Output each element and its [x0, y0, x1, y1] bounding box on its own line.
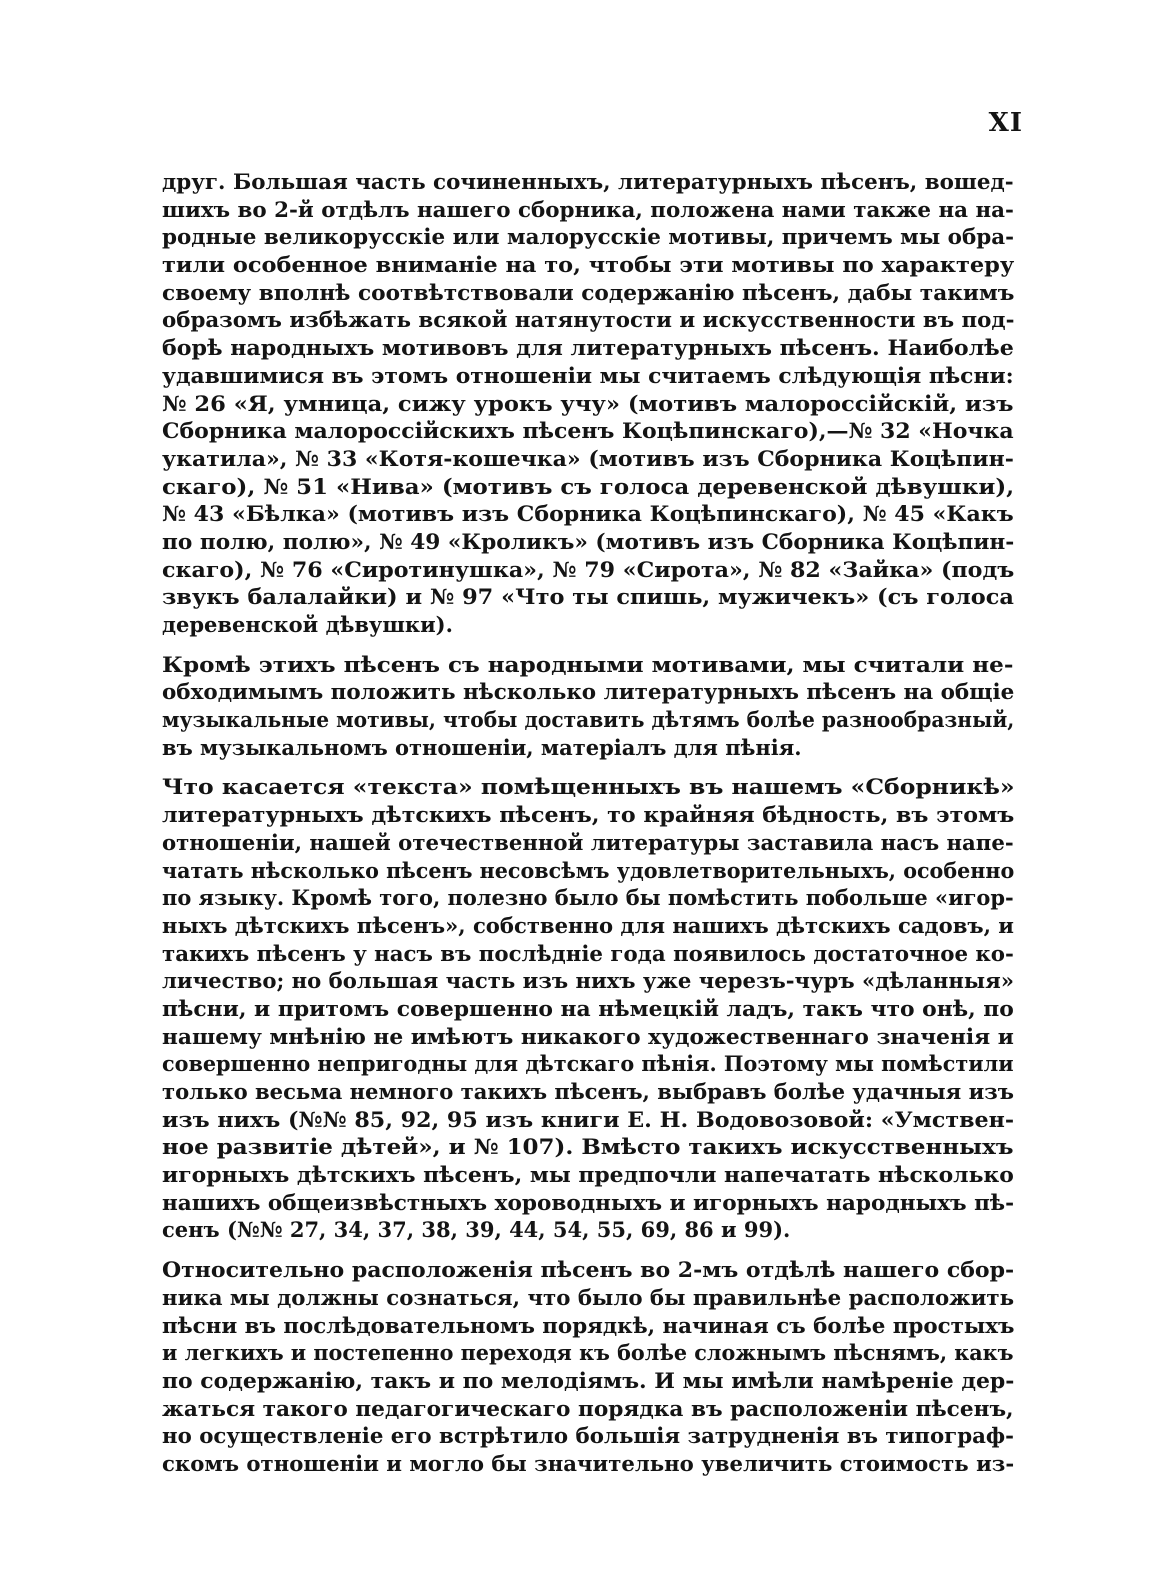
page-number: XI [988, 108, 1023, 138]
text-line: Относительно расположенія пѣсенъ во 2-мъ отдѣлѣ нашего сбор- [162, 1257, 1015, 1283]
text-line: № 43 «Бѣлка» (мотивъ изъ Сборника Коцѣпинскаго), № 45 «Какъ [162, 501, 1014, 527]
text-line: тили особенное вниманіе на то, чтобы эти мотивы по характеру [162, 252, 1015, 278]
text-line: № 26 «Я, умница, сижу урокъ учу» (мотивъ малороссійскій, изъ [162, 390, 1014, 416]
text-line: звукъ балалайки) и № 97 «Что ты спишь, мужичекъ» (съ голоса [162, 584, 1014, 610]
text-line: музыкальные мотивы, чтобы доставить дѣтямъ болѣе разнообразный, [162, 707, 1015, 733]
text-line: пѣсни, и притомъ совершенно на нѣмецкій ладъ, такъ что онѣ, по [162, 995, 1014, 1021]
text-line: нашему мнѣнію не имѣютъ никакого художественнаго значенія и [162, 1023, 1014, 1049]
paragraph-4 [162, 1256, 1014, 1478]
text-line: укатила», № 33 «Котя-кошечка» (мотивъ изъ Сборника Коцѣпин- [162, 445, 1014, 471]
text-line: совершенно непригодны для дѣтскаго пѣнія. Поэтому мы помѣстили [162, 1051, 1014, 1077]
text-line: въ музыкальномъ отношеніи, матеріалъ для пѣнія. [162, 734, 802, 760]
text-line: жаться такого педагогическаго порядка въ расположеніи пѣсенъ, [162, 1395, 1014, 1421]
text-line: скаго), № 76 «Сиротинушка», № 79 «Сирота», № 82 «Зайка» (подъ [162, 556, 1015, 582]
text-line: Сборника малороссійскихъ пѣсенъ Коцѣпинскаго),—№ 32 «Ночка [162, 418, 1014, 444]
text-line: родные великорусскіе или малорусскіе мотивы, причемъ мы обра- [162, 224, 1015, 250]
text-line: по полю, полю», № 49 «Кроликъ» (мотивъ изъ Сборника Коцѣпин- [162, 528, 1015, 554]
text-line: чатать нѣсколько пѣсенъ несовсѣмъ удовлетворительныхъ, особенно [162, 857, 1015, 883]
paragraph-3 [162, 773, 1014, 1244]
text-line: Кромѣ этихъ пѣсенъ съ народными мотивами, мы считали не- [162, 651, 1014, 677]
text-line: своему вполнѣ соотвѣтствовали содержанію пѣсенъ, дабы такимъ [162, 279, 1015, 305]
text-line: но осуществленіе его встрѣтило большія затрудненія въ типограф- [162, 1423, 1014, 1449]
text-line: личество; но большая часть изъ нихъ уже черезъ-чуръ «дѣланныя» [162, 968, 1014, 994]
text-line: по содержанію, такъ и по мелодіямъ. И мы имѣли намѣреніе дер- [162, 1367, 1015, 1393]
text-line: друг. Большая часть сочиненныхъ, литературныхъ пѣсенъ, вошед- [162, 169, 1014, 194]
text-line: такихъ пѣсенъ у насъ въ послѣдніе года появилось достаточное ко- [162, 940, 1014, 966]
text-line: нашихъ общеизвѣстныхъ хороводныхъ и игорныхъ народныхъ пѣ- [162, 1189, 1015, 1215]
text-line: по языку. Кромѣ того, полезно было бы помѣстить побольше «игор- [162, 885, 1014, 911]
paragraph-2 [162, 651, 1014, 762]
text-line: обходимымъ положить нѣсколько литературныхъ пѣсенъ на общіе [162, 679, 1015, 705]
text-line: ника мы должны сознаться, что было бы правильнѣе расположить [162, 1284, 1015, 1310]
text-line: ныхъ дѣтскихъ пѣсенъ», собственно для нашихъ дѣтскихъ садовъ, и [162, 912, 1014, 938]
text-line: шихъ во 2-й отдѣлъ нашего сборника, положена нами также на на- [162, 196, 1014, 222]
text-line: удавшимися въ этомъ отношеніи мы считаемъ слѣдующія пѣсни: [162, 362, 1014, 388]
text-line: только весьма немного такихъ пѣсенъ, выбравъ болѣе удачныя изъ [162, 1079, 1014, 1104]
text-line: отношеніи, нашей отечественной литературы заставила насъ напе- [162, 829, 1014, 855]
text-line: и легкихъ и постепенно переходя къ болѣе сложнымъ пѣснямъ, какъ [162, 1340, 1014, 1366]
text-line: изъ нихъ (№№ 85, 92, 95 изъ книги Е. Н. Водовозовой: «Умствен- [162, 1106, 1015, 1132]
text-line: скомъ отношеніи и могло бы значительно увеличить стоимость из- [162, 1450, 1015, 1476]
text-line: деревенской дѣвушки). [162, 612, 453, 637]
text-line: борѣ народныхъ мотивовъ для литературныхъ пѣсенъ. Наиболѣе [162, 335, 1014, 361]
text-line: пѣсни въ послѣдовательномъ порядкѣ, начиная съ болѣе простыхъ [162, 1312, 1015, 1338]
paragraph-1 [162, 168, 1014, 639]
text-line: Что касается «текста» помѣщенныхъ въ нашемъ «Сборникѣ» [162, 774, 1015, 800]
text-line: скаго), № 51 «Нива» (мотивъ съ голоса деревенской дѣвушки), [162, 473, 1015, 499]
text-line: сенъ (№№ 27, 34, 37, 38, 39, 44, 54, 55, 69, 86 и 99). [162, 1217, 791, 1243]
text-line: ное развитіе дѣтей», и № 107). Вмѣсто такихъ искусственныхъ [162, 1134, 1014, 1160]
body-text [162, 168, 1014, 1478]
text-line: литературныхъ дѣтскихъ пѣсенъ, то крайняя бѣдность, въ этомъ [162, 802, 1015, 828]
text-line: образомъ избѣжать всякой натянутости и искусственности въ под- [162, 307, 1015, 333]
text-line: игорныхъ дѣтскихъ пѣсенъ, мы предпочли напечатать нѣсколько [162, 1162, 1014, 1188]
